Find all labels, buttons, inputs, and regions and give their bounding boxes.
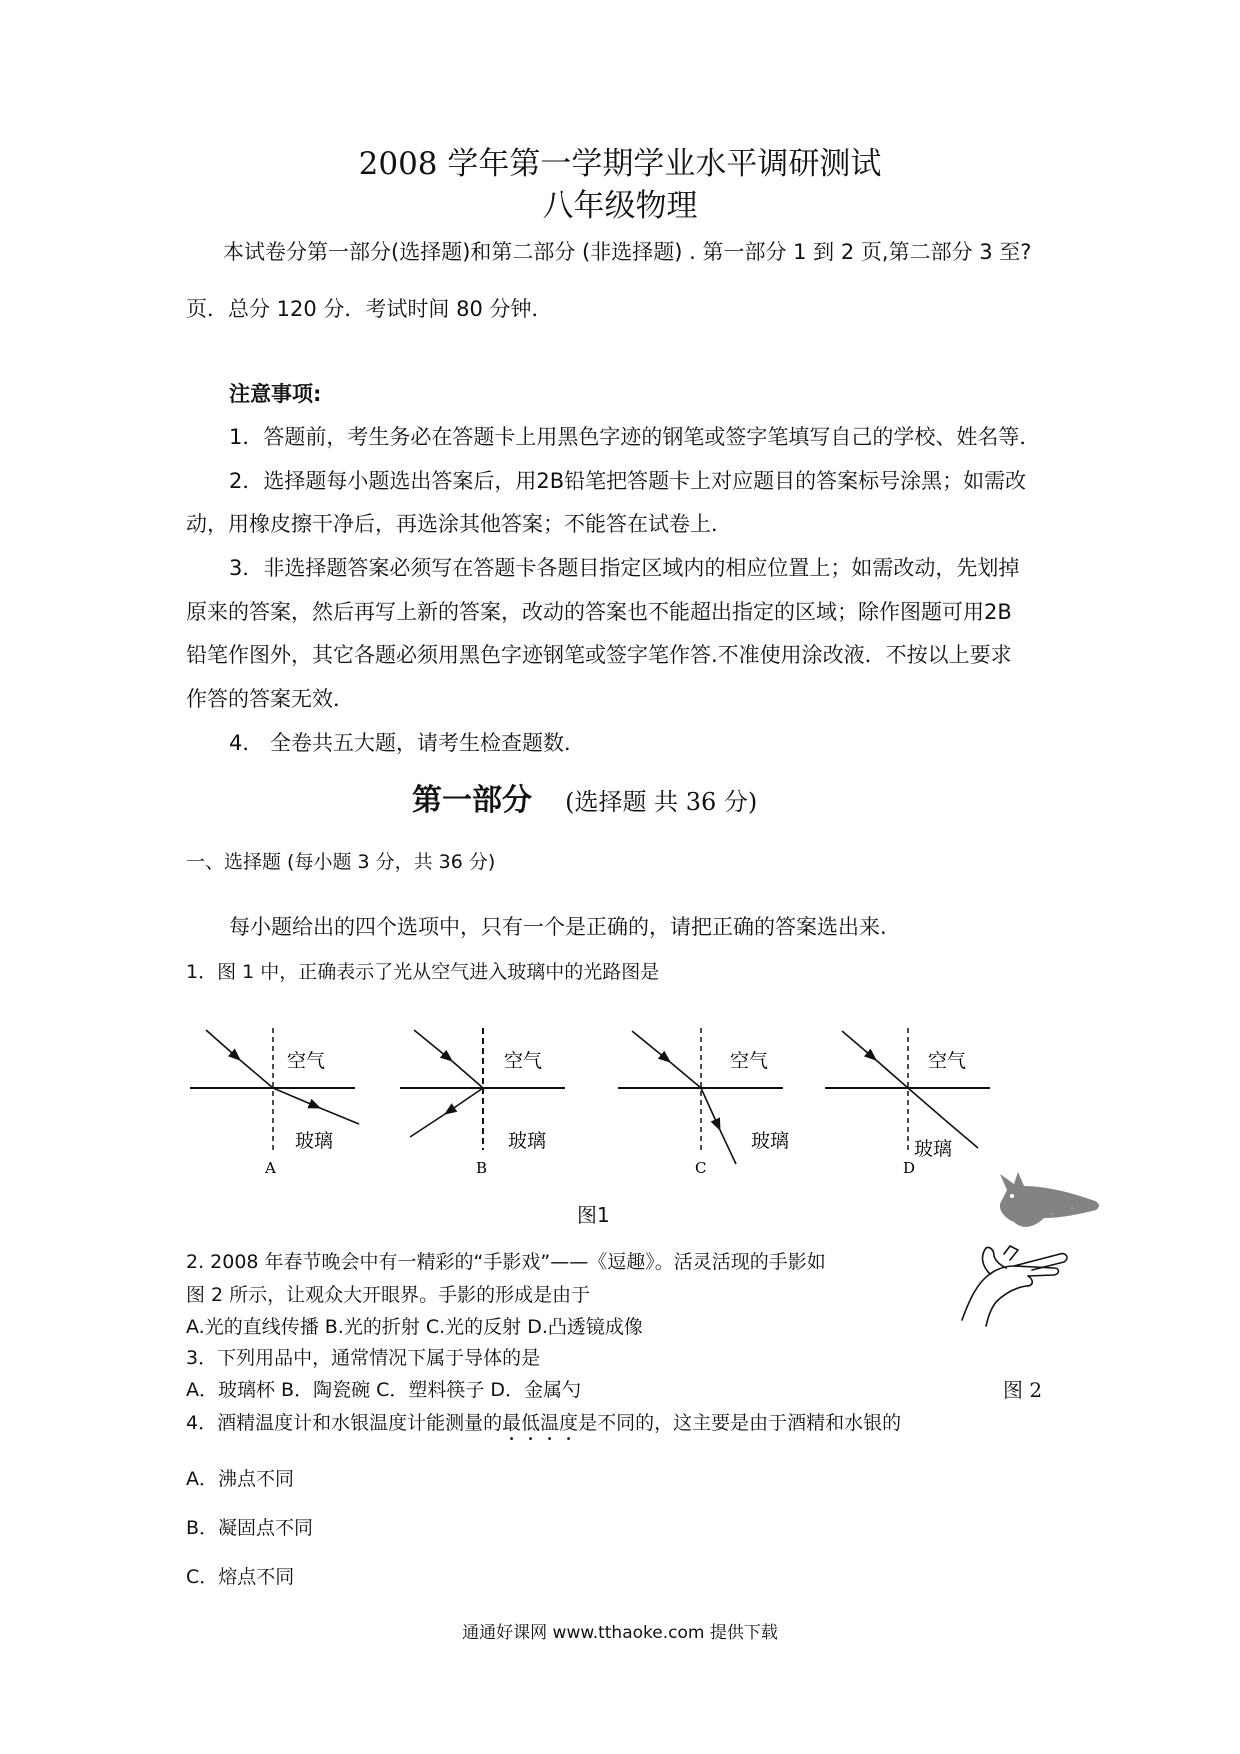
question-3-stem: 3．下列用品中，通常情况下属于导体的是 bbox=[186, 1347, 541, 1369]
page-footer: 通通好课网 www.tthaoke.com 提供下载 bbox=[462, 1623, 778, 1643]
diagram-a-letter: A bbox=[265, 1159, 276, 1177]
question-4-stem bbox=[186, 1408, 901, 1445]
diagram-b bbox=[400, 1028, 565, 1177]
note-2-line-1: 2．选择题每小题选出答案后，用2B铅笔把答题卡上对应题目的答案标号涂黑；如需改 bbox=[229, 469, 1027, 493]
part1-heading bbox=[412, 775, 757, 819]
question-2-line-1: 2. 2008 年春节晚会中有一精彩的“手影戏”——《逗趣》。活灵活现的手影如 bbox=[186, 1251, 826, 1273]
diagram-c-glass-label: 玻璃 bbox=[751, 1130, 790, 1152]
note-3-line-1: 3．非选择题答案必须写在答题卡各题目指定区域内的相应位置上；如需改动，先划掉 bbox=[229, 556, 1020, 580]
figure-1-light-paths bbox=[170, 1010, 1000, 1180]
question-3-options: A．玻璃杯 B．陶瓷碗 C．塑料筷子 D．金属勺 bbox=[186, 1379, 582, 1401]
question-4-option-c: C．熔点不同 bbox=[186, 1566, 295, 1588]
diagram-a-air-label: 空气 bbox=[287, 1050, 326, 1072]
section1-heading: 一、选择题 (每小题 3 分，共 36 分) bbox=[186, 851, 496, 873]
note-3-line-2: 原来的答案，然后再写上新的答案，改动的答案也不能超出指定的区域；除作图题可用2B bbox=[186, 600, 1012, 624]
part1-subtitle: (选择题 共 36 分) bbox=[565, 788, 758, 816]
intro-line-1: 本试卷分第一部分(选择题)和第二部分 (非选择题) . 第一部分 1 到 2 页,第二部分 3 至? bbox=[223, 240, 1032, 264]
question-4-stem-start: 4．酒精温度计和水银温度计能测量的 bbox=[186, 1412, 503, 1434]
exam-subject: 八年级物理 bbox=[542, 188, 698, 224]
note-3-line-4: 作答的答案无效． bbox=[186, 687, 354, 711]
diagram-b-letter: B bbox=[476, 1159, 488, 1177]
note-4: 4． 全卷共五大题，请考生检查题数． bbox=[229, 731, 586, 755]
question-2-options: A.光的直线传播 B.光的折射 C.光的反射 D.凸透镜成像 bbox=[186, 1316, 643, 1338]
note-2-line-2: 动，用橡皮擦干净后，再选涂其他答案；不能答在试卷上． bbox=[186, 512, 732, 536]
question-4-option-a: A．沸点不同 bbox=[186, 1468, 294, 1490]
note-1: 1．答题前，考生务必在答题卡上用黑色字迹的钢笔或签字笔填写自己的学校、姓名等． bbox=[229, 425, 1041, 449]
question-4-stem-emphasis: 最低温度 bbox=[502, 1412, 579, 1434]
diagram-a-glass-label: 玻璃 bbox=[295, 1130, 334, 1152]
question-4-stem-end: 是不同的，这主要是由于酒精和水银的 bbox=[578, 1412, 902, 1434]
exam-title: 2008 学年第一学期学业水平调研测试 bbox=[358, 146, 882, 182]
diagram-d bbox=[825, 1028, 990, 1177]
diagram-d-letter: D bbox=[903, 1159, 916, 1177]
question-2-line-2: 图 2 所示，让观众大开眼界。手影的形成是由于 bbox=[186, 1284, 591, 1306]
diagram-d-air-label: 空气 bbox=[928, 1050, 967, 1072]
shadow-animal-icon bbox=[1000, 1172, 1099, 1227]
hand-icon bbox=[962, 1246, 1067, 1326]
diagram-a bbox=[190, 1028, 359, 1177]
note-3-line-3: 铅笔作图外，其它各题必须用黑色字迹钢笔或签字笔作答.不准使用涂改液．不按以上要求 bbox=[186, 643, 1012, 667]
question-4-option-b: B．凝固点不同 bbox=[186, 1517, 314, 1539]
part1-title: 第一部分 bbox=[412, 783, 532, 818]
figure-1-caption: 图1 bbox=[577, 1203, 610, 1227]
diagram-d-glass-label: 玻璃 bbox=[914, 1138, 953, 1160]
figure-2-hand-shadow bbox=[952, 1170, 1112, 1340]
diagram-b-air-label: 空气 bbox=[504, 1050, 543, 1072]
diagram-c-air-label: 空气 bbox=[730, 1050, 769, 1072]
section1-instruction: 每小题给出的四个选项中，只有一个是正确的，请把正确的答案选出来. bbox=[229, 915, 887, 939]
figure-2-caption: 图 2 bbox=[1003, 1378, 1043, 1402]
intro-line-2: 页．总分 120 分．考试时间 80 分钟． bbox=[186, 297, 553, 321]
notes-heading: 注意事项: bbox=[229, 382, 322, 406]
diagram-c bbox=[618, 1028, 789, 1177]
diagram-b-glass-label: 玻璃 bbox=[508, 1130, 547, 1152]
diagram-c-letter: C bbox=[695, 1159, 707, 1177]
question-1-stem: 1．图 1 中，正确表示了光从空气进入玻璃中的光路图是 bbox=[186, 961, 660, 983]
